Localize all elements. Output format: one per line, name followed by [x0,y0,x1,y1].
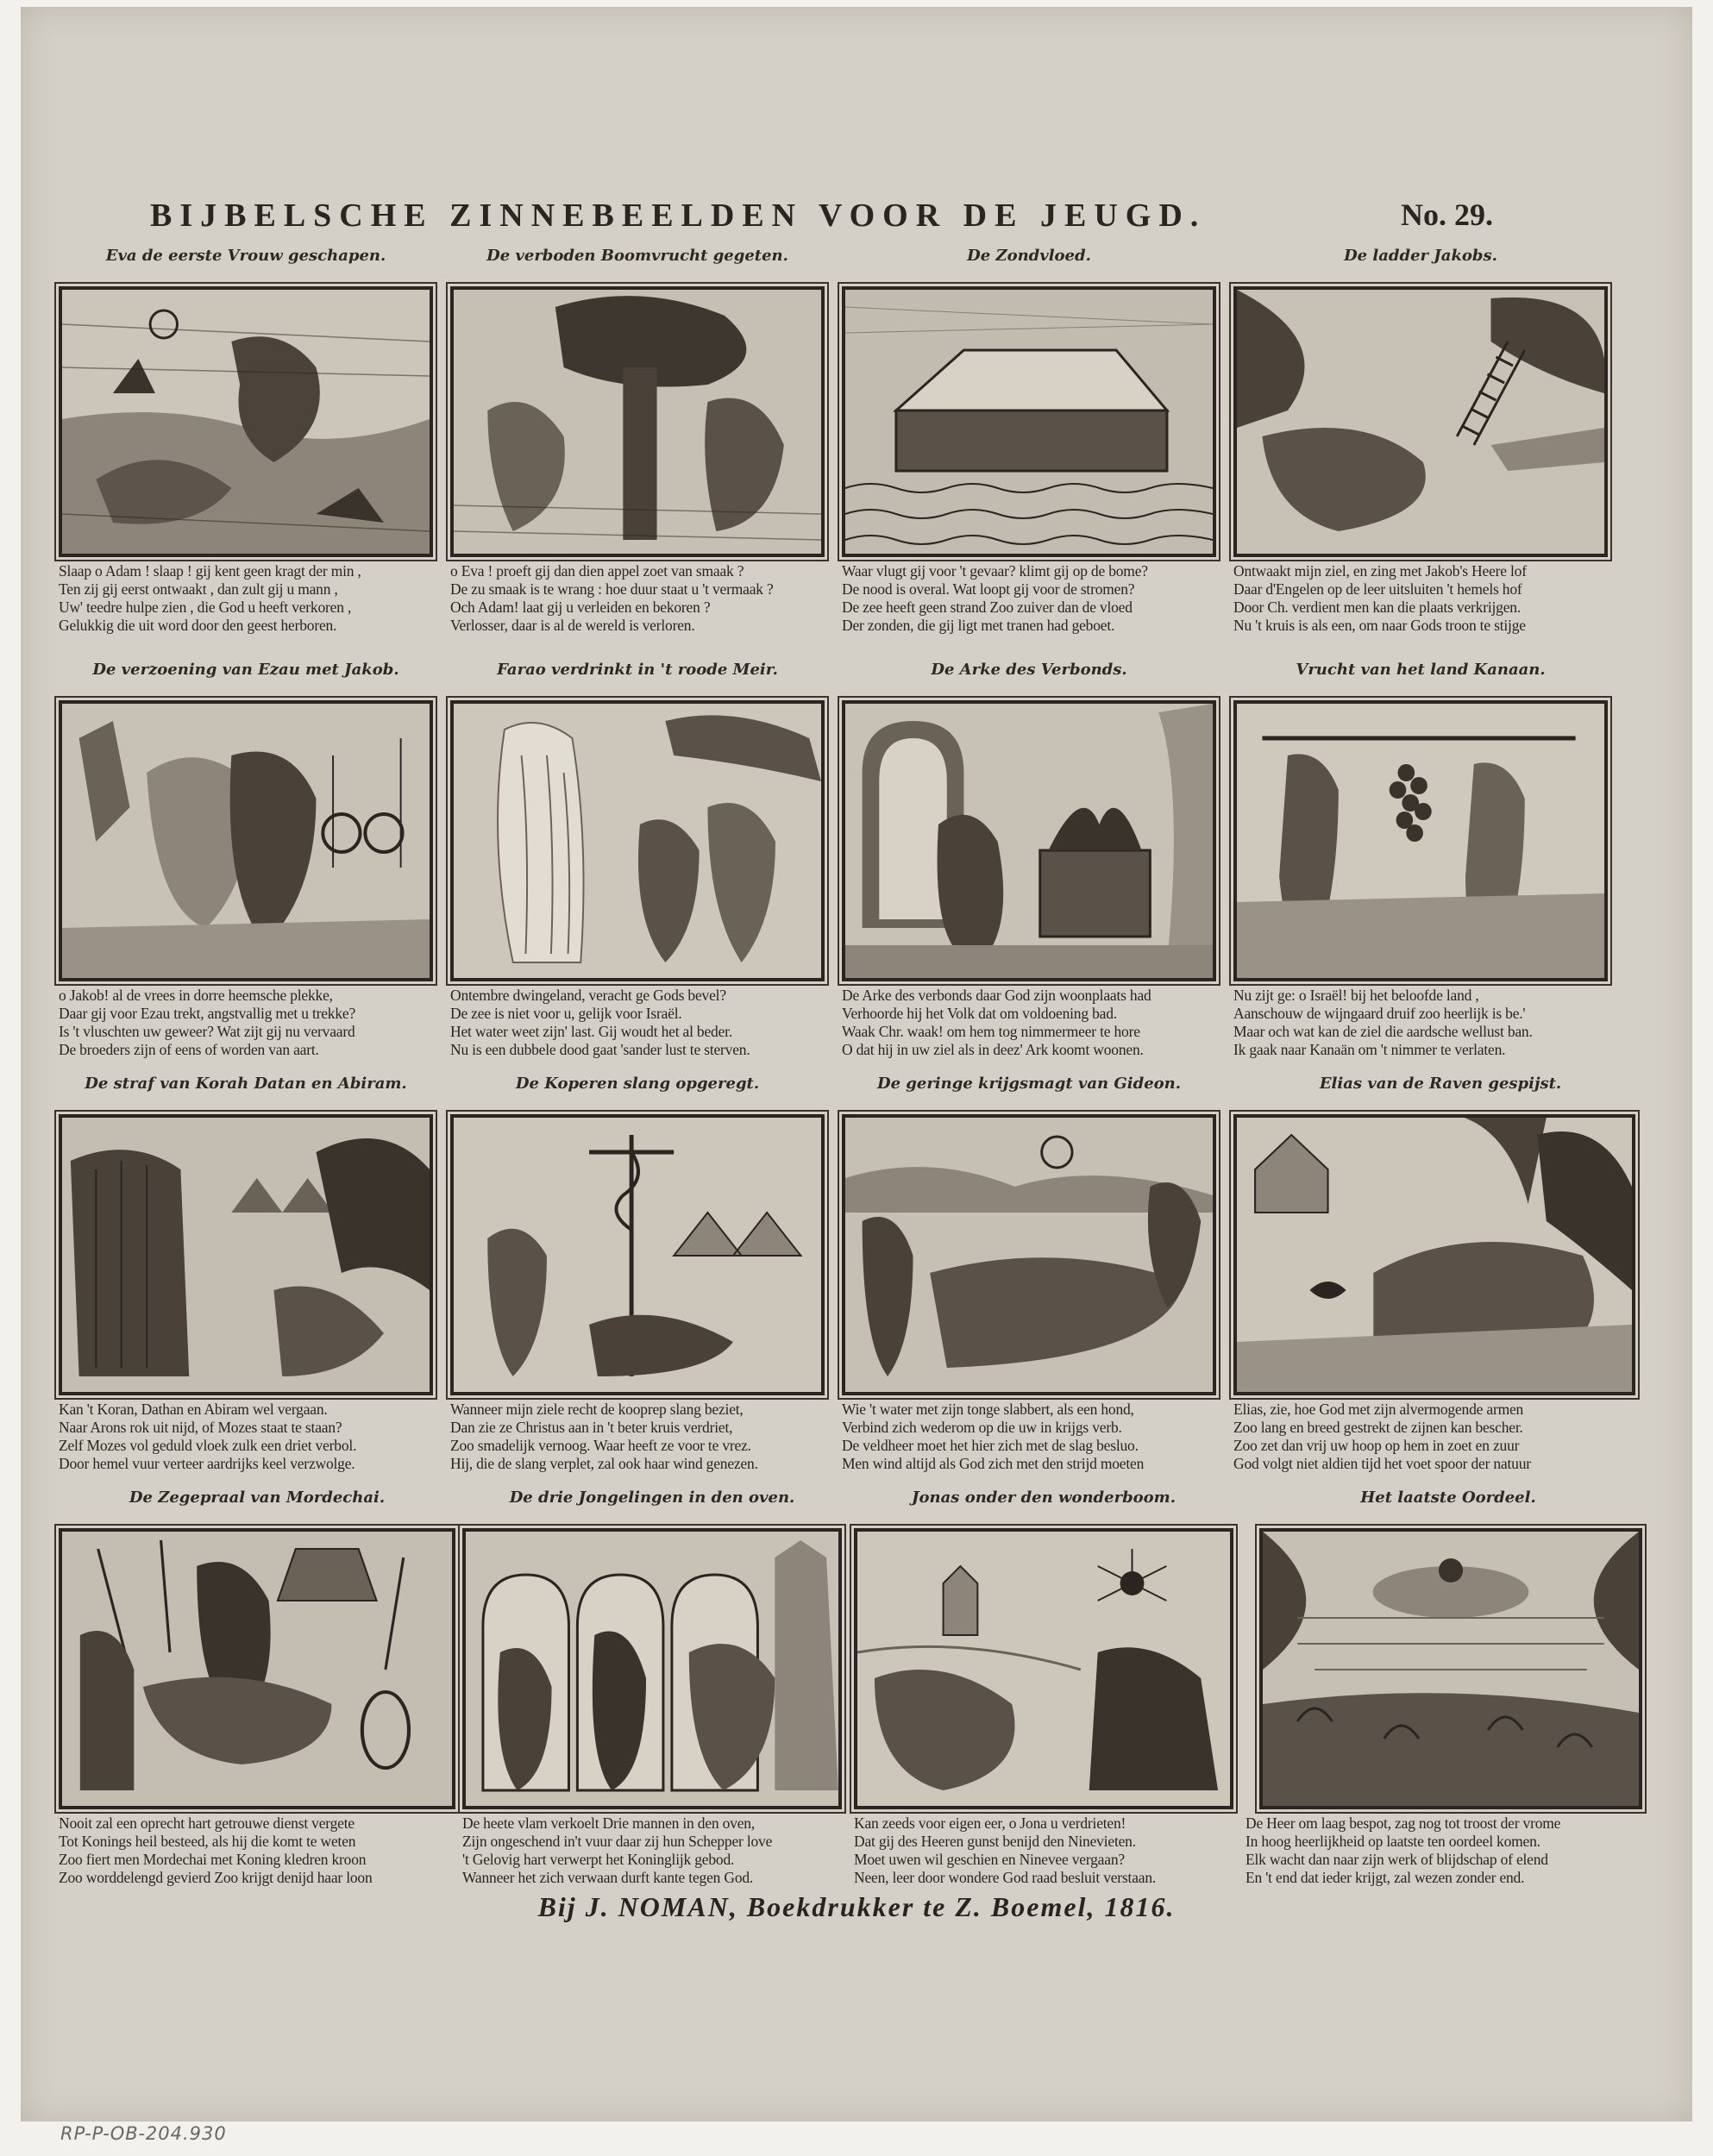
verse-line: Daar gij voor Ezau trekt, angstvallig met u trekke? [59,1005,356,1022]
woodcut-image [59,700,433,981]
panel-caption: De drie Jongelingen in den oven. [509,1489,795,1507]
verse-line: En 't end dat ieder krijgt, zal wezen zonder end. [1246,1869,1525,1886]
verse-line: De veldheer moet het hier zich met de slag besluo. [842,1437,1139,1454]
verse-line: Ik gaak naar Kanaän om 't nimmer te verlaten. [1233,1041,1506,1058]
verse-line: Ten zij gij eerst ontwaakt , dan zult gij u mann , [59,580,338,598]
verse-line: Men wind altijd als God zich met den strijd moeten [842,1455,1145,1472]
verse [450,987,825,1059]
verse-line: Verhoorde hij het Volk dat om voldoening bad. [842,1005,1117,1022]
verse-line: Waar vlugt gij voor 't gevaar? klimt gij op de bome? [842,562,1148,580]
panel-caption: Jonas onder den wonderboom. [912,1489,1176,1507]
verse-line: De nood is overal. Wat loopt gij voor de stromen? [842,580,1135,598]
verse-line: O dat hij in uw ziel als in deez' Ark koomt woonen. [842,1041,1144,1058]
verse-line: Zoo fiert men Mordechai met Koning kledren kroon [59,1851,367,1868]
woodcut-image [1233,1114,1635,1395]
verse-line: Nooit zal een oprecht hart getrouwe dienst vergete [59,1814,355,1832]
woodcut-image [842,700,1216,981]
verse-line: Ontwaakt mijn ziel, en zing met Jakob's Heere lof [1233,562,1527,580]
verse [842,562,1216,635]
woodcut-image [59,1528,455,1809]
verse-line: De zee is niet voor u, gelijk voor Israël. [450,1005,682,1022]
verse-line: Aanschouw de wijngaard druif zoo heerlijk is be.' [1233,1005,1526,1022]
verse-line: De zee heeft geen strand Zoo zuiver dan de vloed [842,599,1133,616]
verse-line: Nu is een dubbele dood gaat 'sander lust te sterven. [450,1041,750,1058]
inventory-mark: RP-P-OB-204.930 [60,2123,227,2144]
verse-line: Elias, zie, hoe God met zijn alvermogende armen [1233,1401,1524,1418]
woodcut-image [1259,1528,1642,1809]
panel-caption: De Arke des Verbonds. [931,661,1127,679]
verse [842,1401,1216,1473]
woodcut-image [450,700,825,981]
woodcut-image [854,1528,1233,1809]
panel-caption: Vrucht van het land Kanaan. [1296,661,1546,679]
verse-line: Door hemel vuur verteer aardrijks keel verzwolge. [59,1455,355,1472]
verse-line: o Jakob! al de vrees in dorre heemsche plekke, [59,987,333,1004]
verse-line: De broeders zijn of eens of worden van aart. [59,1041,319,1058]
verse-line: Het water weet zijn' last. Gij woudt het al beder. [450,1023,733,1040]
verse [450,1401,825,1473]
verse-line: Naar Arons rok uit nijd, of Mozes staat te staan? [59,1419,342,1436]
verse-line: Verlosser, daar is al de wereld is verloren. [450,617,695,634]
woodcut-image [1233,700,1608,981]
woodcut-image [1233,286,1608,557]
verse-line: Wie 't water met zijn tonge slabbert, als een hond, [842,1401,1134,1418]
woodcut-image [450,1114,825,1395]
verse-line: Zoo smadelijk vernoog. Waar heeft ze voor te vrez. [450,1437,751,1454]
panel-caption: De verzoening van Ezau met Jakob. [92,661,399,679]
verse-line: Waak Chr. waak! om hem tog nimmermeer te hore [842,1023,1140,1040]
verse-line: Wanneer het zich verwaan durft kante tegen God. [462,1869,754,1886]
verse-line: Slaap o Adam ! slaap ! gij kent geen kragt der min , [59,562,361,580]
verse-line: God volgt niet aldien tijd het voet spoor der natuur [1233,1455,1531,1472]
panel-caption: De verboden Boomvrucht gegeten. [486,247,788,265]
verse [1233,987,1608,1059]
verse-line: De Heer om laag bespot, zag nog tot troost der vrome [1246,1814,1561,1832]
verse-line: Zijn ongeschend in't vuur daar zij hun Schepper love [462,1833,773,1850]
verse-line: Dan zie ze Christus aan in 't beter kruis verdriet, [450,1419,733,1436]
verse-line: Neen, leer door wondere God raad besluit verstaan. [854,1869,1157,1886]
verse [59,1401,433,1473]
verse-line: Kan zeeds voor eigen eer, o Jona u verdrieten! [854,1814,1126,1832]
panel-caption: De Koperen slang opgeregt. [515,1075,760,1093]
verse [842,987,1216,1059]
panel-caption: Eva de eerste Vrouw geschapen. [105,247,386,265]
verse-line: Gelukkig die uit word door den geest herboren. [59,617,337,634]
woodcut-image [842,1114,1216,1395]
verse-line: Hij, die de slang verplet, zal ook haar wind genezen. [450,1455,758,1472]
verse-line: Elk wacht dan naar zijn werk of blijdschap of elend [1246,1851,1548,1868]
woodcut-image [59,286,433,557]
verse [1246,1814,1651,1887]
panel-caption: Elias van de Raven gespijst. [1319,1075,1562,1093]
verse-line: Och Adam! laat gij u verleiden en bekoren ? [450,599,711,616]
title-bar [21,197,1692,248]
verse-line: De zu smaak is te wrang : hoe duur staat u 't vermaak ? [450,580,774,598]
sheet-title: BIJBELSCHE ZINNEBEELDEN VOOR DE JEUGD. [150,197,1207,234]
verse [1233,562,1608,635]
verse-line: Dat gij des Heeren gunst benijd den Ninevieten. [854,1833,1136,1850]
verse [59,562,433,635]
panel-caption: De Zondvloed. [967,247,1091,265]
verse-line: o Eva ! proeft gij dan dien appel zoet van smaak ? [450,562,744,580]
panel-caption: Farao verdrinkt in 't roode Meir. [497,661,778,679]
woodcut-image [842,286,1216,557]
verse-line: Is 't vluschten uw geweer? Wat zijt gij nu vervaard [59,1023,355,1040]
verse-line: Kan 't Koran, Dathan en Abiram wel vergaan. [59,1401,328,1418]
verse [59,987,433,1059]
verse [854,1814,1233,1887]
verse-line: Zoo zet dan vrij uw hoop op hem in zoet en zuur [1233,1437,1520,1454]
verse-line: De heete vlam verkoelt Drie mannen in den oven, [462,1814,756,1832]
printer-imprint: Bij J. NOMAN, Boekdrukker te Z. Boemel, 1816. [537,1891,1176,1922]
panel-caption: De straf van Korah Datan en Abiram. [85,1075,407,1093]
verse [450,562,825,635]
woodcut-image [450,286,825,557]
verse-line: Nu 't kruis is als een, om naar Gods troon te stijge [1233,617,1526,634]
verse-line: Tot Konings heil besteed, als hij die komt te weten [59,1833,356,1850]
verse-line: Der zonden, die gij ligt met tranen had geboet. [842,617,1115,634]
verse-line: 't Gelovig hart verwerpt het Koninglijk gebod. [462,1851,735,1868]
panel-caption: De geringe krijgsmagt van Gideon. [876,1075,1182,1093]
verse-line: Daar d'Engelen op de leer uitsluiten 't hemels hof [1233,580,1522,598]
issue-number: No. 29. [1401,197,1493,232]
verse-line: Nu zijt ge: o Israël! bij het beloofde land , [1233,987,1479,1004]
verse-line: In hoog heerlijkheid op laatste ten oordeel komen. [1246,1833,1540,1850]
woodcut-image [462,1528,842,1809]
verse-line: Moet uwen wil geschien en Ninevee vergaan? [854,1851,1125,1868]
verse [59,1814,455,1887]
panel-caption: De ladder Jakobs. [1344,247,1497,265]
verse-line: Verbind zich wederom op die uw in krijgs verb. [842,1419,1122,1436]
verse-line: Wanneer mijn ziele recht de kooprep slang beziet, [450,1401,744,1418]
panel-caption: Het laatste Oordeel. [1360,1489,1536,1507]
panel-caption: De Zegepraal van Mordechai. [129,1489,386,1507]
verse [1233,1401,1647,1473]
verse-line: De Arke des verbonds daar God zijn woonplaats had [842,987,1151,1004]
verse-line: Zelf Mozes vol geduld vloek zulk een driet verbol. [59,1437,357,1454]
broadsheet [21,7,1692,2122]
verse-line: Maar och wat kan de ziel die aardsche wellust ban. [1233,1023,1533,1040]
verse-line: Uw' teedre hulpe zien , die God u heeft verkoren , [59,599,352,616]
verse [462,1814,842,1887]
verse-line: Zoo lang en breed gestrekt de zijnen kan bescher. [1233,1419,1523,1436]
woodcut-image [59,1114,433,1395]
verse-line: Ontembre dwingeland, veracht ge Gods bevel? [450,987,726,1004]
verse-line: Door Ch. verdient men kan die plaats verkrijgen. [1233,599,1522,616]
verse-line: Zoo worddelengd gevierd Zoo krijgt denijd haar loon [59,1869,373,1886]
